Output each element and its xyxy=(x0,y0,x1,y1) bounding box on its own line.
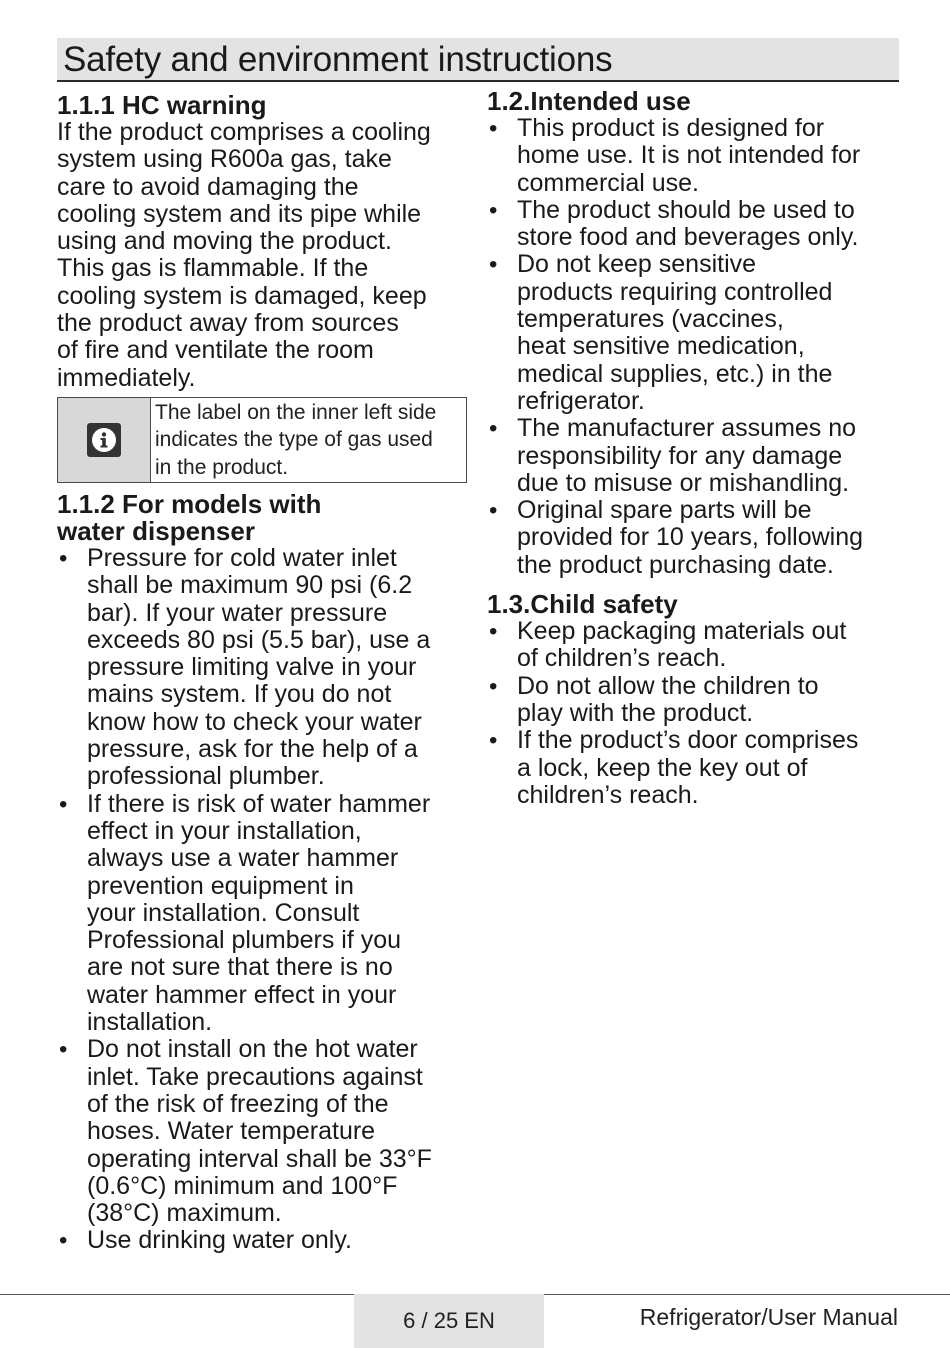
list-item-text: If there is risk of water hammer effect in your installation, always use a water hammer prevention equipment in your installation. Consult Professional plumbers if you are not sure that there is no water hammer effect in your installation. xyxy=(87,789,431,1037)
hc-warning-section xyxy=(57,92,467,483)
bullet-icon: • xyxy=(59,544,68,572)
child-safety-list xyxy=(487,618,899,809)
info-note-icon-cell xyxy=(58,398,151,482)
right-column xyxy=(487,88,899,809)
list-item xyxy=(57,1036,467,1227)
bullet-icon: • xyxy=(489,251,498,279)
info-note xyxy=(57,397,467,483)
list-item-text: Keep packaging materials out of children’s reach. xyxy=(517,617,847,673)
list-item xyxy=(487,251,899,415)
list-item xyxy=(57,1227,467,1254)
list-item-text: Do not keep sensitive products requiring controlled temperatures (vaccines, heat sensitive medication, medical supplies, etc.) in the refrigerator. xyxy=(517,250,833,415)
list-item-text: Do not install on the hot water inlet. Take precautions against of the risk of freezing of the hoses. Water temperature operating interval shall be 33°F (0.6°C) minimum and 100°F (38°C) maximum. xyxy=(87,1035,432,1228)
bullet-icon: • xyxy=(489,672,498,700)
intended-use-heading: 1.2.Intended use xyxy=(487,86,691,116)
list-item xyxy=(487,115,899,197)
list-item-text: The product should be used to store food and beverages only. xyxy=(517,195,859,252)
intended-use-section xyxy=(487,88,899,579)
hc-warning-text: If the product comprises a cooling system using R600a gas, take care to avoid damaging the cooling system and its pipe while using and moving the product. This gas is flammable. If the cooling system is damaged, keep the product away from sources of fire and ventilate the room immediately. xyxy=(57,118,431,392)
manual-label: Refrigerator/User Manual xyxy=(639,1304,898,1330)
bullet-icon: • xyxy=(489,196,498,224)
list-item-text: Pressure for cold water inlet shall be maximum 90 psi (6.2 bar). If your water pressure exceeds 80 psi (5.5 bar), use a pressure limiting valve in your mains system. If you do not know how to check your water pressure, ask for the help of a professional plumber. xyxy=(87,543,431,791)
bullet-icon: • xyxy=(489,497,498,525)
list-item xyxy=(487,618,899,673)
bullet-icon: • xyxy=(59,1227,68,1255)
hc-warning-heading: 1.1.1 HC warning xyxy=(57,90,267,120)
list-item-text: Use drinking water only. xyxy=(87,1226,352,1255)
list-item xyxy=(487,497,899,579)
list-item xyxy=(487,727,899,809)
info-icon xyxy=(87,423,121,457)
water-dispenser-list xyxy=(57,545,467,1255)
list-item xyxy=(487,415,899,497)
child-safety-section xyxy=(487,591,899,809)
list-item-text: If the product’s door comprises a lock, keep the key out of children’s reach. xyxy=(517,726,859,809)
bullet-icon: • xyxy=(489,415,498,443)
list-item-text: Original spare parts will be provided for 10 years, following the product purchasing date. xyxy=(517,496,864,579)
page-title-bar xyxy=(57,38,899,82)
info-note-text: The label on the inner left side indicates the type of gas used in the product. xyxy=(155,400,437,479)
bullet-icon: • xyxy=(489,115,498,142)
water-dispenser-heading: 1.1.2 For models with water dispenser xyxy=(57,488,322,546)
bullet-icon: • xyxy=(489,618,498,646)
bullet-icon: • xyxy=(59,1036,68,1064)
water-dispenser-section xyxy=(57,488,467,1255)
list-item xyxy=(57,545,467,791)
intended-use-list xyxy=(487,115,899,579)
bullet-icon: • xyxy=(59,790,68,818)
bullet-icon: • xyxy=(489,727,498,755)
child-safety-heading: 1.3.Child safety xyxy=(487,589,678,620)
list-item xyxy=(487,197,899,252)
list-item-text: The manufacturer assumes no responsibility for any damage due to misuse or mishandling. xyxy=(517,414,857,497)
page-number: 6 / 25 EN xyxy=(354,1294,544,1348)
list-item xyxy=(487,673,899,728)
list-item xyxy=(57,791,467,1037)
page-title: Safety and environment instructions xyxy=(63,40,613,79)
left-column xyxy=(57,92,467,1255)
list-item-text: This product is designed for home use. It is not intended for commercial use. xyxy=(517,114,861,197)
list-item-text: Do not allow the children to play with the product. xyxy=(517,671,819,727)
